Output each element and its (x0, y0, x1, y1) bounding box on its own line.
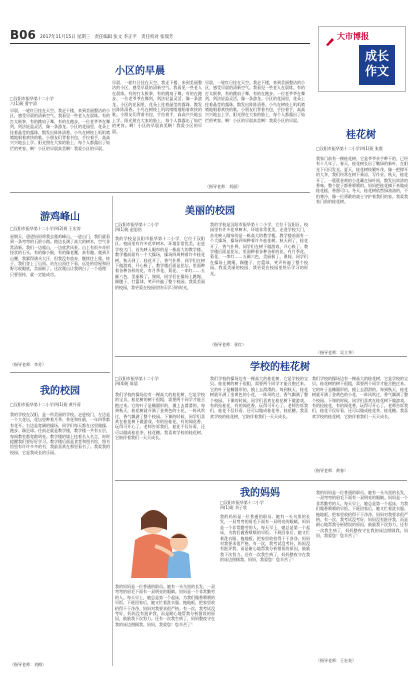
article-title-school-osmanthus: 学校的桂花树 (250, 362, 310, 373)
article-title-osmanthus: 桂花树 (346, 130, 376, 141)
article-teacher-my-campus: （指导老师：刘梅） (10, 662, 46, 667)
mother-child-illustration (115, 500, 215, 580)
header-rule (10, 43, 310, 44)
brand-name: 大市博报 (337, 31, 369, 41)
article-body-morning-col3: 早晨，一轮红日挂在天空。我走下楼，来到美丽整洁的小区，感受早晨的清新空气。我看见一些老人在晨练。有的打太极拳，有的跳扇子舞，有的在跑步。一位老爷爷在舞剑，剑法轻盈灵活，像一条游龙。小区的花园里，花朵上挂着晶莹的露珠，散发出阵阵清香。小鸟在树枝上叽叽喳喳地唱着欢快的歌。小朋友们背着书包，手拉着手，高高兴兴地去上学。阳光照在大家的脸上，每个人都露出了灿烂的笑容。啊！小区的早晨真美啊！我爱小区的早晨。 (205, 80, 305, 123)
article-body-osmanthus: 我家门前有一棵桂花树，它是爷爷亲手种下的，已经有十几年了。春天，桂花树长出了嫩绿的新叶，在阳光下闪闪发光。夏天，桂花树枝繁叶茂，像一把撑开的大伞，我们经常在树下乘凉、写作业。秋天，桂花开了，一簇簇金黄的小花藏在绿叶间，散发出浓浓的香味，整个院子都香喷喷的。妈妈把桂花摘下来做成桂花糕，香甜可口。冬天，桂花树依然绿油油的，不怕寒冷，像一位勇敢的战士守护着我们的家。我爱我家门前的桂花树。 (316, 156, 408, 205)
article-body-my-campus: 我的学校在汉阳，是一所美丽的学校。走进校门，左边是一个大花坛，花坛里种着月季、茶花和杜鹃，一年四季都有花开。右边是宽阔的操场，同学们每天都在这里做操、跑步、踢足球。往前走就是教学楼，教学楼一共有五层，每间教室都宽敞明亮。教学楼的墙上挂着名人名言，时时提醒我们要好好学习。教学楼后面是食堂和图书馆，图书馆里有许许多多的书，我最喜欢在那里看书了。我爱我的校园，它是我成长的乐园。 (10, 412, 110, 455)
divider-1 (10, 192, 310, 193)
article-teacher-beautiful-campus: （指导老师：张红） (210, 342, 246, 347)
article-author-mountain: □汉阳市振华第十二小学四(2)班 王宏涛 (10, 226, 81, 231)
article-author-beautiful-campus: □汉阳市振华第十二小学 四(1)班 赵思怡 (115, 222, 159, 233)
article-teacher-morning: （指导老师：刘丽） (205, 184, 241, 189)
article-title-morning: 小区的早晨 (115, 66, 165, 77)
pen-logo-icon (325, 31, 335, 41)
article-body-beautiful-campus: 我的学校是汉阳市振华第十二小学，它位于汉阳区。校园里有许多花草树木，环境非常优美。走进学校大门，首先映入眼帘的是一栋高大的教学楼。教学楼前面有一个大操场，操场四周种着许多桂花树。秋天到了，桂花开了，香气扑鼻，同学们在树下做游戏，开心极了。教学楼后面是花坛，里面种着各种各样的花，有月季花、菊花、一串红……五颜六色，美丽极了。课间，同学们在操场上跳绳、踢毽子、打篮球，笑声传遍了整个校园。我爱美丽的校园，我更爱在校园里快乐学习的时光。 (115, 236, 205, 290)
section-title-line1: 成长 (364, 49, 389, 63)
article-author-my-mom: □汉阳市振华第十二小学 四(1)班 刘子欣 (220, 500, 264, 511)
article-teacher-osmanthus: （指导老师：吴立华） (316, 350, 356, 355)
page-number: B06 (10, 28, 36, 42)
header-date-line: 2017年11月15日 星期三 责任编辑 张文 李正平 责任校对 张瑞芳 (40, 35, 174, 40)
article-title-my-campus: 我的校园 (40, 386, 80, 397)
masthead-box (318, 26, 406, 92)
divider-4 (115, 480, 407, 481)
article-teacher-my-mom: （指导老师：王宏英） (316, 658, 356, 663)
article-body-school-osmanthus: 我们学校的操场边有一棵高大的桂花树，它是学校的宝贝。桂花树的树干很粗，需要两个同学才能合抱过来。它的叶子是椭圆形的，摸上去滑滑的。每到秋天，桂花树就开满了金黄色的小花，一阵风吹过，香气飘满了整个校园。下课的时候，同学们喜欢在桂花树下做游戏，有的捡桂花，有的闻花香，玩得可开心了。老师告诉我们，桂花不仅好看，还可以做成桂花茶、桂花糖。我喜欢学校的桂花树，它陪伴着我们一天天成长。 (115, 392, 205, 441)
article-body-my-mom-col2: 我的妈妈是一位普通的职员。她有一头乌黑的长发，一双弯弯的眉毛下面有一双明亮的眼睛。妈妈是一个非常勤劳的人。每天早上，她总是第一个起床，为我们做香喷喷的早饭。下班回家后，她又忙着洗衣服、拖地板，把家里收拾得干干净净。妈妈对我要求很严格。有一次，我考试没考好，妈妈没有批评我，而是耐心地帮我分析错误的原因，鼓励我下次努力。还有一次我生病了，妈妈整夜守在我的床边照顾我。妈妈，我爱您！您辛苦了！ (316, 490, 408, 539)
article-body-morning: 早晨，一轮红日挂在天空。我走下楼，来到美丽整洁的小区，感受早晨的清新空气。我看见一些老人在晨练。有的打太极拳，有的跳扇子舞，有的在跑步。一位老爷爷在舞剑，剑法轻盈灵活，像一条游龙。小区的花园里，花朵上挂着晶莹的露珠，散发出阵阵清香。小鸟在树枝上叽叽喳喳地唱着欢快的歌。小朋友们背着书包，手拉着手，高高兴兴地去上学。阳光照在大家的脸上，每个人都露出了灿烂的笑容。啊！小区的早晨真美啊！我爱小区的早晨。 (10, 108, 110, 151)
article-body-beautiful-campus-col2: 我的学校是汉阳市振华第十二小学，它位于汉阳区。校园里有许多花草树木，环境非常优美。走进学校大门，首先映入眼帘的是一栋高大的教学楼。教学楼前面有一个大操场，操场四周种着许多桂花树。秋天到了，桂花开了，香气扑鼻，同学们在树下做游戏，开心极了。教学楼后面是花坛，里面种着各种各样的花，有月季花、菊花、一串红……五颜六色，美丽极了。课间，同学们在操场上跳绳、踢毽子、打篮球，笑声传遍了整个校园。我爱美丽的校园，我更爱在校园里快乐学习的时光。 (210, 222, 308, 276)
divider-2 (10, 372, 110, 373)
divider-3 (115, 356, 407, 357)
column-divider-left (112, 196, 113, 666)
article-title-beautiful-campus: 美丽的校园 (185, 206, 235, 217)
article-author-school-osmanthus: □汉阳市振华第十二小学 四(4)班 陈晨 (115, 376, 159, 387)
article-body-school-osmanthus-col3: 我们学校的操场边有一棵高大的桂花树，它是学校的宝贝。桂花树的树干很粗，需要两个同学才能合抱过来。它的叶子是椭圆形的，摸上去滑滑的。每到秋天，桂花树就开满了金黄色的小花，一阵风吹过，香气飘满了整个校园。下课的时候，同学们喜欢在桂花树下做游戏，有的捡桂花，有的闻花香，玩得可开心了。老师告诉我们，桂花不仅好看，还可以做成桂花茶、桂花糖。我喜欢学校的桂花树，它陪伴着我们一天天成长。 (312, 376, 408, 419)
article-teacher-school-osmanthus: （指导老师：黄春） (312, 468, 348, 473)
section-title-line2: 作文 (364, 64, 389, 78)
article-body-school-osmanthus-col2: 我们学校的操场边有一棵高大的桂花树，它是学校的宝贝。桂花树的树干很粗，需要两个同学才能合抱过来。它的叶子是椭圆形的，摸上去滑滑的。每到秋天，桂花树就开满了金黄色的小花，一阵风吹过，香气飘满了整个校园。下课的时候，同学们喜欢在桂花树下做游戏，有的捡桂花，有的闻花香，玩得可开心了。老师告诉我们，桂花不仅好看，还可以做成桂花茶、桂花糖。我喜欢学校的桂花树，它陪伴着我们一天天成长。 (210, 376, 308, 419)
article-title-my-mom: 我的妈妈 (240, 488, 280, 499)
article-body-mountain: 星期天，爸爸妈妈带我去爬鸡峰山。一进山门，我们就看到一条弯弯的石阶小路。路边长满了高大的树木，空气非常清新。我们一边爬山，一边欣赏风景。山上有很多奇形怪状的石头，有的像小猴，有的像老鹰，真有趣。爬到半山腰，我累得满头大汗，但我没有放弃，继续往上爬。终于，我们登上了山顶。站在山顶往下看，远处的房屋和田野尽收眼底，美丽极了。这次爬山让我明白了一个道理：只要坚持，就一定能成功。 (10, 234, 110, 277)
article-author-my-campus: □汉阳市振华第十二小学四(1)班 黄丹蓉 (10, 402, 81, 407)
article-title-mountain: 游鸡峰山 (40, 212, 80, 223)
article-body-morning-col2: 早晨，一轮红日挂在天空。我走下楼，来到美丽整洁的小区，感受早晨的清新空气。我看见一些老人在晨练。有的打太极拳，有的跳扇子舞，有的在跑步。一位老爷爷在舞剑，剑法轻盈灵活，像一条游龙。小区的花园里，花朵上挂着晶莹的露珠，散发出阵阵清香。小鸟在树枝上叽叽喳喳地唱着欢快的歌。小朋友们背着书包，手拉着手，高高兴兴地去上学。阳光照在大家的脸上，每个人都露出了灿烂的笑容。啊！小区的早晨真美啊！我爱小区的早晨。 (112, 80, 202, 134)
article-author-osmanthus: □汉阳市振华第十二小学四(1)班 张霞 (316, 146, 383, 151)
article-body-my-mom-col0: 我的妈妈是一位普通的职员。她有一头乌黑的长发，一双弯弯的眉毛下面有一双明亮的眼睛。妈妈是一个非常勤劳的人。每天早上，她总是第一个起床，为我们做香喷喷的早饭。下班回家后，她又忙着洗衣服、拖地板，把家里收拾得干干净净。妈妈对我要求很严格。有一次，我考试没考好，妈妈没有批评我，而是耐心地帮我分析错误的原因，鼓励我下次努力。还有一次我生病了，妈妈整夜守在我的床边照顾我。妈妈，我爱您！您辛苦了！ (115, 584, 215, 627)
section-badge (359, 45, 395, 85)
article-body-my-mom: 我的妈妈是一位普通的职员。她有一头乌黑的长发，一双弯弯的眉毛下面有一双明亮的眼睛。妈妈是一个非常勤劳的人。每天早上，她总是第一个起床，为我们做香喷喷的早饭。下班回家后，她又忙着洗衣服、拖地板，把家里收拾得干干净净。妈妈对我要求很严格。有一次，我考试没考好，妈妈没有批评我，而是耐心地帮我分析错误的原因，鼓励我下次努力。还有一次我生病了，妈妈整夜守在我的床边照顾我。妈妈，我爱您！您辛苦了！ (220, 514, 310, 563)
article-author-morning: □汉阳市振华第十二小学 六(1)班 曹宇清 (10, 96, 54, 107)
article-teacher-mountain: （指导老师：李芳） (10, 362, 46, 367)
